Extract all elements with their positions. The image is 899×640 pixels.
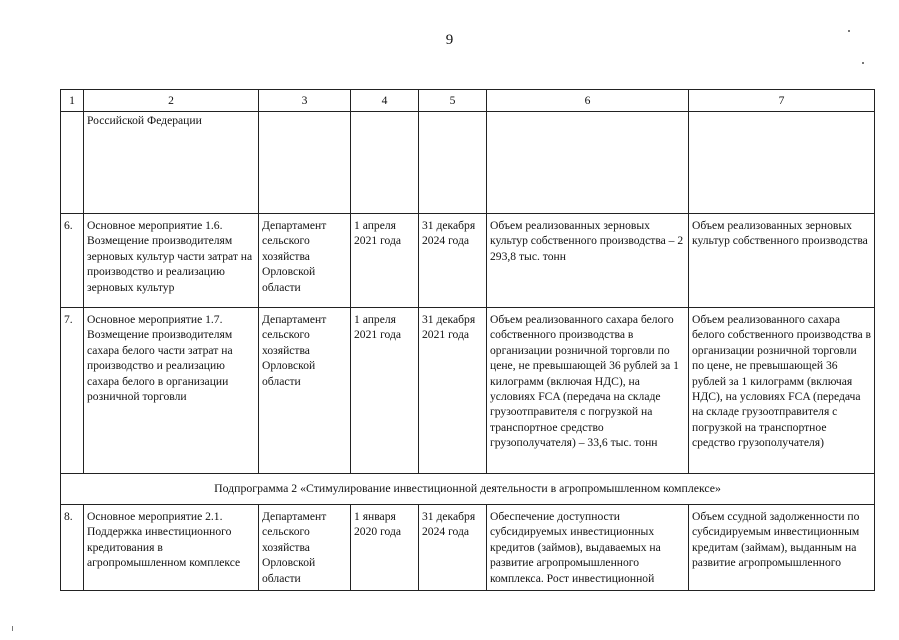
table-header-row	[61, 90, 875, 112]
cell-indicator: Объем реализованных зерновых культур собственного производства	[689, 214, 875, 308]
cell-num: 7.	[61, 308, 84, 474]
cell-start: 1 апреля 2021 года	[351, 214, 419, 308]
cell-result: Объем реализованных зерновых культур собственного производства – 2 293,8 тыс. тонн	[487, 214, 689, 308]
scan-speck	[848, 30, 850, 32]
cell-start: 1 января 2020 года	[351, 505, 419, 591]
cell-start	[351, 112, 419, 214]
cell-executor: Департамент сельского хозяйства Орловской области	[259, 308, 351, 474]
header-cell: 7	[689, 90, 875, 112]
cell-num: 6.	[61, 214, 84, 308]
subprogram-row	[61, 474, 875, 505]
cell-event: Основное мероприятие 1.6. Возмещение производителям зерновых культур части затрат на производство и реализацию зерновых культур	[84, 214, 259, 308]
cell-event: Российской Федерации	[84, 112, 259, 214]
cell-executor: Департамент сельского хозяйства Орловской области	[259, 505, 351, 591]
cell-result: Обеспечение доступности субсидируемых инвестиционных кредитов (займов), выдаваемых на развитие агропромышленного комплекса. Рост инвестиционной	[487, 505, 689, 591]
cell-end	[419, 112, 487, 214]
cell-num	[61, 112, 84, 214]
cell-start: 1 апреля 2021 года	[351, 308, 419, 474]
cell-event: Основное мероприятие 1.7. Возмещение производителям сахара белого части затрат на производство и реализацию сахара белого в организации розничной торговли	[84, 308, 259, 474]
cell-num: 8.	[61, 505, 84, 591]
header-cell: 5	[419, 90, 487, 112]
table-row-continuation	[61, 112, 875, 214]
cell-result	[487, 112, 689, 214]
table-row	[61, 308, 875, 474]
cell-end: 31 декабря 2024 года	[419, 214, 487, 308]
subprogram-title: Подпрограмма 2 «Стимулирование инвестиционной деятельности в агропромышленном комплексе»	[61, 474, 875, 505]
table-row	[61, 214, 875, 308]
cell-indicator: Объем ссудной задолженности по субсидируемым инвестиционным кредитам (займам), выданным на развитие агропромышленного	[689, 505, 875, 591]
measures-table	[60, 89, 875, 591]
header-cell: 1	[61, 90, 84, 112]
cell-executor	[259, 112, 351, 214]
cell-end: 31 декабря 2021 года	[419, 308, 487, 474]
cell-executor: Департамент сельского хозяйства Орловской области	[259, 214, 351, 308]
header-cell: 4	[351, 90, 419, 112]
scan-speck	[862, 62, 864, 64]
cell-result: Объем реализованного сахара белого собственного производства в организации розничной торговли по цене, не превышающей 36 рублей за 1 килограмм (включая НДС), на условиях FCA (передача на складе грузоотправителя с погрузкой на транспортное средство грузополучателя) – 33,6 тыс. тонн	[487, 308, 689, 474]
header-cell: 3	[259, 90, 351, 112]
cell-end: 31 декабря 2024 года	[419, 505, 487, 591]
table-row	[61, 505, 875, 591]
scan-speck	[12, 626, 13, 631]
cell-indicator	[689, 112, 875, 214]
header-cell: 2	[84, 90, 259, 112]
header-cell: 6	[487, 90, 689, 112]
cell-event: Основное мероприятие 2.1. Поддержка инвестиционного кредитования в агропромышленном комплексе	[84, 505, 259, 591]
cell-indicator: Объем реализованного сахара белого собственного производства в организации розничной торговли по цене, не превышающей 36 рублей за 1 килограмм (включая НДС), на условиях FCA (передача на складе грузоотправителя с погрузкой на транспортное средство грузополучателя)	[689, 308, 875, 474]
page-number: 9	[445, 32, 454, 48]
